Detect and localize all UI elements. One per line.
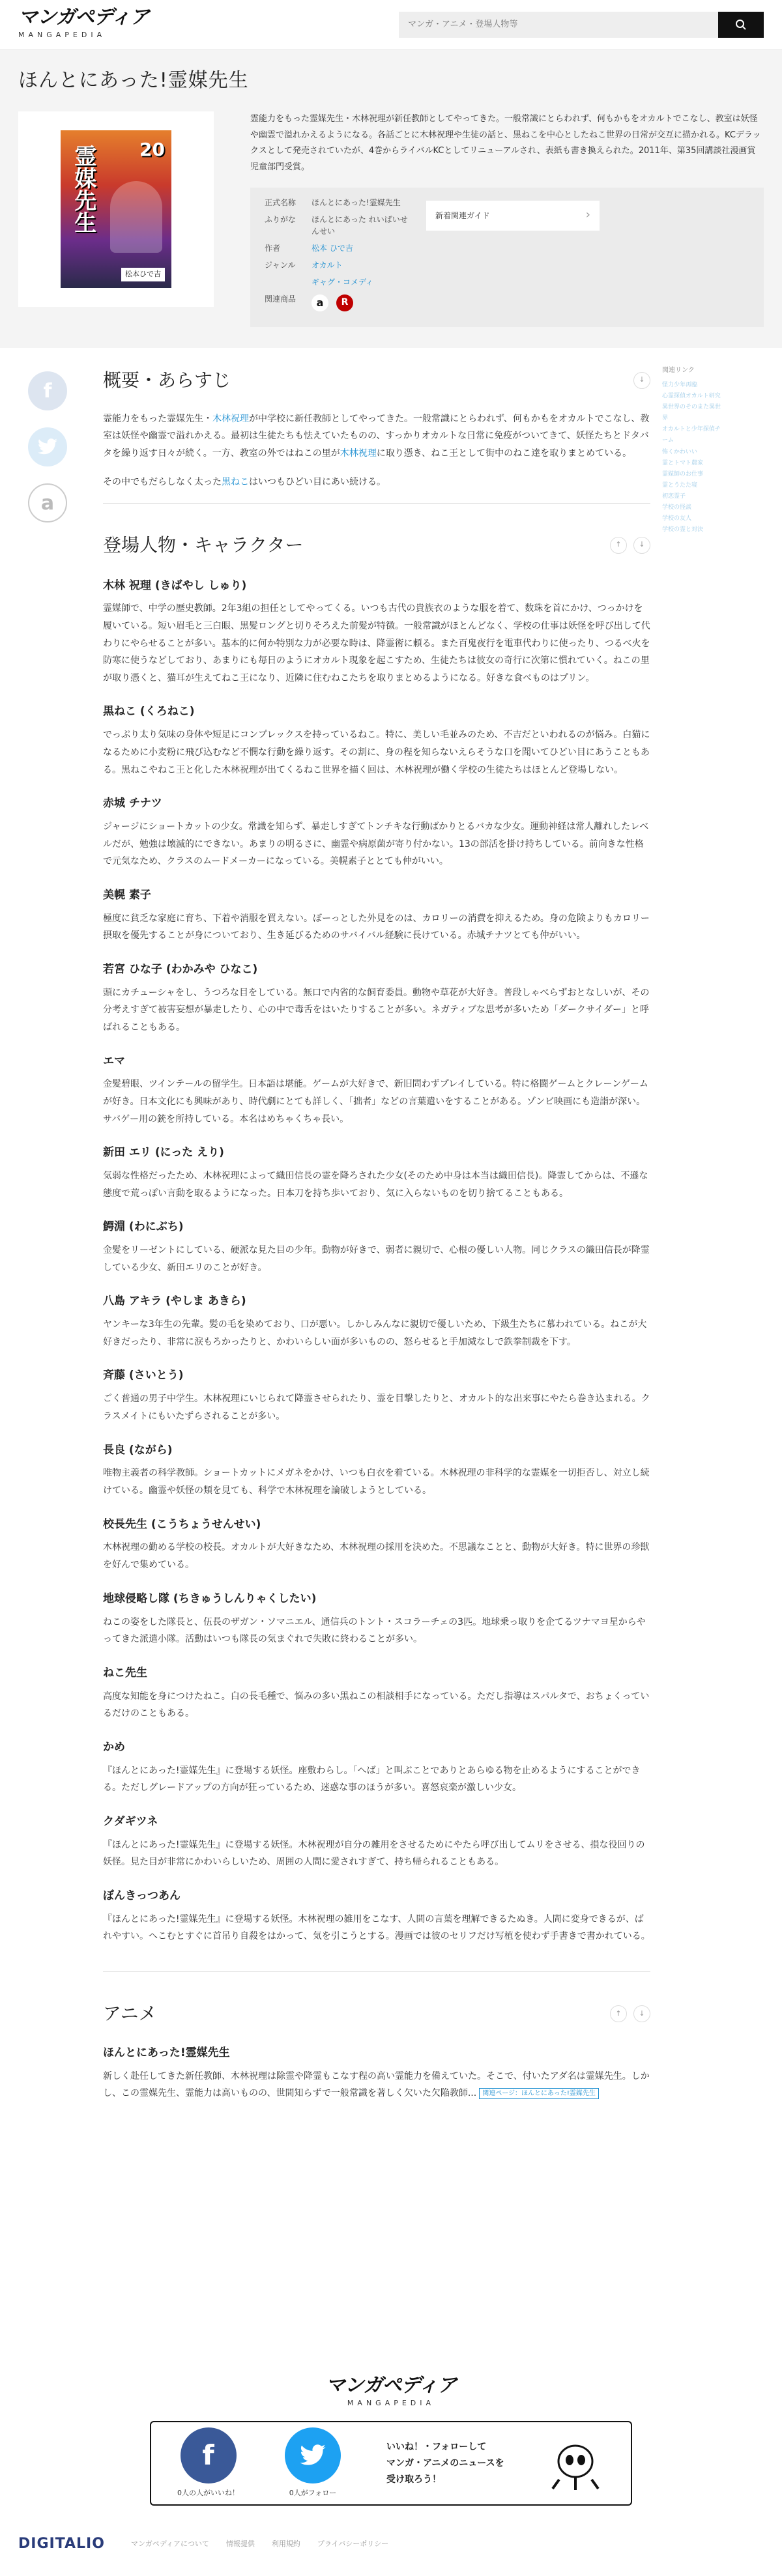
overview-section bbox=[103, 365, 650, 504]
info-row bbox=[265, 276, 408, 288]
character-name: クダギツネ bbox=[103, 1814, 158, 1828]
related-links-title: 関連リンク bbox=[662, 367, 695, 374]
amazon-icon[interactable]: a bbox=[311, 294, 328, 311]
twitter-follow bbox=[285, 2427, 341, 2500]
footer-logo[interactable] bbox=[325, 2373, 457, 2410]
footer-link-terms[interactable]: 利用規約 bbox=[271, 2539, 300, 2548]
info-key: ふりがな bbox=[265, 214, 297, 224]
section-title-characters: 登場人物・キャラクター bbox=[103, 534, 304, 556]
footer-link-about[interactable]: マンガペディアについて bbox=[130, 2539, 209, 2548]
cover-author: 松本ひで吉 bbox=[121, 268, 165, 281]
character-name: 鰐淵 (わにぶち) bbox=[103, 1220, 184, 1234]
scroll-up-button[interactable] bbox=[610, 2005, 627, 2022]
related-link[interactable]: 初恋霊子 bbox=[662, 493, 686, 500]
character-name: 若宮 ひな子 (わかみや ひなこ) bbox=[103, 962, 258, 976]
facebook-follow bbox=[177, 2427, 239, 2500]
character-link[interactable]: 黒ねこ bbox=[222, 477, 249, 488]
info-row bbox=[265, 259, 408, 271]
character-name: 赤城 チナツ bbox=[103, 797, 162, 810]
twitter-follow-button[interactable] bbox=[285, 2427, 341, 2483]
related-link[interactable]: 霊とトマト農家 bbox=[662, 459, 704, 466]
footer-link-privacy[interactable]: プライバシーポリシー bbox=[317, 2539, 389, 2548]
chevron-up-icon: ↑ bbox=[615, 540, 622, 549]
text: 新しく赴任してきた新任教師、木林祝理は除霊や降霊もこなす程の高い霊能力を備えていた。そこで、付いたアダ名は霊媒先生。しかし、この霊媒先生、霊能力は高いものの、世間知らずで一般常識を著しく欠いた欠陥教師... bbox=[103, 2070, 650, 2099]
character-name: 黒ねこ (くろねこ) bbox=[103, 705, 195, 719]
character-desc: ねこの姿をした隊長と、伍長のザガン・ソマニエル、通信兵のトント・スコラーチェの3匹。地球乗っ取りを企てるツナマヨ星からやってきた派遣小隊。活動はいつも隊長の気まぐれで失敗に終わることが多い。 bbox=[103, 1616, 646, 1645]
related-link[interactable]: 霊媒師のお仕事 bbox=[662, 470, 704, 478]
chevron-down-icon: ↓ bbox=[639, 375, 645, 384]
related-link[interactable]: オカルトと少年探偵チーム bbox=[662, 426, 721, 444]
character-desc: ごく普通の男子中学生。木林祝理にいじられて降霊させられたり、霊を目撃したりと、オカルト的な出来事にやたら巻き込まれる。クラスメイトにもいたずらされることが多い。 bbox=[103, 1394, 650, 1422]
character-entry bbox=[103, 1218, 650, 1276]
character-desc: 『ほんとにあった!霊媒先生』に登場する妖怪。座敷わらし。「へば」と叫ぶことでありとあらゆる物を止めるようにすることができる。ただしグレードアップの方向が狂っているため、迷惑な事のほうが多い。喜怒哀楽が激しい少女。 bbox=[103, 1765, 641, 1794]
footer-link-info[interactable]: 情報提供 bbox=[225, 2539, 255, 2548]
amazon-share-button[interactable] bbox=[28, 483, 67, 522]
character-desc: 『ほんとにあった!霊媒先生』に登場する妖怪。木林祝理の雑用をこなす、人間の言葉を理解できるたぬき。人間に変身できるが、ばれやすい。へこむとすぐに首吊り自殺をはかって、気を引こうとする。漫画では彼のセリフだけ写植を使わず手書きで書かれている。 bbox=[103, 1913, 650, 1942]
character-name: 斉藤 (さいとう) bbox=[103, 1369, 184, 1382]
character-desc: 気弱な性格だったため、木林祝理によって織田信長の霊を降ろされた少女(そのため中身は本当は織田信長)。降霊してからは、不遜な態度で荒っぽい言動を取るようになった。日本刀を持ち歩いており、気に入らないものを切り捨てることもある。 bbox=[103, 1171, 648, 1199]
amazon-icon: a bbox=[40, 491, 55, 515]
character-entry bbox=[103, 794, 650, 870]
anime-description bbox=[103, 2068, 650, 2102]
character-desc: 木林祝理の勤める学校の校長。オカルトが大好きなため、木林祝理の採用を決めた。不思議なことと、動物が大好き。特に世界の珍獣を好んで集めている。 bbox=[103, 1542, 650, 1571]
related-link[interactable]: 学校の怪談 bbox=[662, 504, 692, 511]
cover-volume: 20 bbox=[139, 139, 165, 160]
info-panel bbox=[250, 188, 764, 327]
cover-image-frame bbox=[18, 111, 214, 307]
anime-subtitle: ほんとにあった!霊媒先生 bbox=[103, 2046, 230, 2059]
text: が中学校に新任教師としてやってきた。一般常識にとらわれず、何もかもをオカルトでこなし、教室は妖怪や幽霊で溢れかえる。最初は生徒たちも怯えていたものの、すっかりオカルトな日常に免疫がついてきて、妖怪たちとドタバタを繰り返す日々が続く。一方、教室の外ではねこの里が bbox=[103, 413, 650, 459]
character-entry bbox=[103, 702, 650, 779]
bottom-bar bbox=[0, 2506, 782, 2575]
character-entry bbox=[103, 1812, 650, 1871]
search-input[interactable] bbox=[399, 12, 718, 38]
work-description: 霊能力をもった霊媒先生・木林祝理が新任教師としてやってきた。一般常識にとらわれず、何もかもをオカルトでこなし、教室は妖怪や幽霊で溢れかえるようになる。各話ごとに木林祝理や生徒の話と、黒ねこを中心としたねこ世界の日常が交互に描かれる。KCデラックスとして発売されていたが、4巻からライバルKCとしてリニューアルされ、表紙も書き換えられた。2011年、第35回講談社漫画賞児童部門受賞。 bbox=[250, 114, 761, 173]
related-link[interactable]: 心霊探偵オカルト研究 bbox=[662, 393, 721, 400]
characters-section bbox=[103, 530, 650, 1972]
text: 霊能力をもった霊媒先生・ bbox=[103, 413, 212, 424]
character-entry bbox=[103, 1590, 650, 1648]
info-row bbox=[265, 293, 408, 311]
scroll-up-button[interactable] bbox=[610, 537, 627, 554]
site-footer bbox=[0, 2128, 782, 2576]
character-desc: 霊媒師で、中学の歴史教師。2年3組の担任としてやってくる。いつも古代の貴族衣のような服を着て、数珠を首にかけ、つっかけを履いている。短い眉毛と三白眼、黒髪ロングと切りそろえた前髪が特徴。一般常識がほとんどなく、学校の仕事は妖怪を呼び出して代わりにやらせることが多い。基本的に何か特別な力が必要な時は、降霊術に頼る。また百鬼夜行を電車代わりに使ったり、つるべ火を防寒に使うなどしており、あまりにも毎日のようにオカルト現象を起こすため、生徒たちは彼女の奇行に次第に慣れていく。ねこの里が取り憑くと、猫耳が生えてねこ王になり、近隣に住むねこたちを取りまとめるようになる。好きな食べものはプリン。 bbox=[103, 603, 650, 683]
anime-section bbox=[103, 1998, 650, 2102]
twitter-share-button[interactable] bbox=[28, 427, 67, 466]
text: はいつもひどい目にあい続ける。 bbox=[249, 477, 386, 488]
related-products bbox=[311, 294, 353, 311]
info-value: ほんとにあった れいばいせんせい bbox=[311, 214, 408, 236]
follow-cta bbox=[386, 2439, 546, 2489]
character-entry bbox=[103, 1738, 650, 1797]
search-button[interactable] bbox=[718, 12, 764, 38]
character-name: ねこ先生 bbox=[103, 1666, 147, 1680]
character-name: 長良 (ながら) bbox=[103, 1443, 173, 1457]
character-desc: 高度な知能を身につけたねこ。白の長毛種で、悩みの多い黒ねこの相談相手になっている。ただし指導はスパルタで、おちょくっているだけのこともある。 bbox=[103, 1691, 650, 1719]
info-key: ジャンル bbox=[265, 260, 296, 270]
character-entry bbox=[103, 1515, 650, 1574]
facebook-icon: f bbox=[43, 379, 52, 403]
chevron-right-icon: › bbox=[585, 208, 590, 222]
character-link[interactable]: 木林祝理 bbox=[212, 413, 249, 424]
info-key bbox=[265, 276, 311, 288]
twitter-icon bbox=[38, 438, 57, 455]
character-desc: 極度に貧乏な家庭に育ち、下着や消服を買えない。ぼーっとした外見をのは、カロリーの消費を抑えるため。身の危険よりもカロリー摂取を優先することが身についており、生き延びるためのサバイバル経験に長けている。赤城チナツとても仲がいい。 bbox=[103, 913, 650, 941]
scroll-down-button[interactable] bbox=[633, 537, 650, 554]
article bbox=[77, 365, 650, 2128]
facebook-like-button[interactable] bbox=[181, 2427, 237, 2483]
character-entry bbox=[103, 960, 650, 1037]
share-column bbox=[18, 365, 77, 2128]
text: に取り憑き、ねこ王として街中のねこ達を取りまとめている。 bbox=[376, 448, 632, 459]
chevron-up-icon: ↑ bbox=[615, 2009, 622, 2018]
character-entry bbox=[103, 1366, 650, 1425]
cover-figure bbox=[110, 181, 162, 253]
divider bbox=[103, 503, 650, 504]
cover-image[interactable] bbox=[61, 130, 171, 288]
character-name: 新田 エリ (にった えり) bbox=[103, 1146, 224, 1160]
info-row bbox=[265, 214, 408, 237]
character-desc: でっぷり太り気味の身体や短足にコンプレックスを持っているねこ。特に、美しい毛並みのため、不吉だといわれるのが悩み。白猫になるために小麦粉に飛び込むなど不憫な行動を繰り返す。その割に、身の程を知らないえらそうな口を聞いてひどい目にあうこともある。黒ねこやねこ王と化した木林祝理が出てくるねこ世界を描く回は、木林祝理が働く学校の生徒たちはほとんど登場しない。 bbox=[103, 730, 650, 775]
info-key: 正式名称 bbox=[265, 197, 297, 207]
page-title: ほんとにあった!霊媒先生 bbox=[18, 69, 249, 92]
character-name: かめ bbox=[103, 1740, 125, 1754]
character-list bbox=[103, 577, 650, 1945]
cover-title: 霊媒先生 bbox=[70, 145, 96, 233]
character-link[interactable]: 木林祝理 bbox=[340, 448, 377, 459]
character-name: 校長先生 (こうちょうせんせい) bbox=[103, 1517, 261, 1531]
divider bbox=[103, 1971, 650, 1972]
twitter-icon bbox=[300, 2444, 326, 2467]
character-desc: 金髪碧眼、ツインテールの留学生。日本語は堪能。ゲームが大好きで、新旧問わずプレイしている。特に格闘ゲームとクレーンゲームが好き。日本文化にも興味があり、時代劇にとても詳しく、「拙者」などの言葉遣いをすることがある。ゾンビ映画にも造詣が深い。サバゲー用の銃を所持している。本名はめちゃくちゃ長い。 bbox=[103, 1079, 648, 1124]
cta-line: いいね！・フォローして bbox=[386, 2441, 487, 2452]
facebook-like-count: 0人の人がいいね！ bbox=[177, 2489, 239, 2498]
mascot-icon bbox=[546, 2434, 605, 2493]
cta-line: 受け取ろう！ bbox=[386, 2474, 441, 2485]
logo-sub: MANGAPEDIA bbox=[347, 2398, 435, 2407]
logo-main: マンガペディア bbox=[325, 2373, 457, 2397]
chevron-down-icon: ↓ bbox=[639, 540, 645, 549]
related-link[interactable]: 学校の友人 bbox=[662, 515, 692, 522]
info-value: ほんとにあった!霊媒先生 bbox=[311, 197, 401, 207]
search-icon bbox=[735, 19, 747, 31]
author-link[interactable]: 松本 ひで吉 bbox=[311, 243, 353, 253]
site-header bbox=[0, 0, 782, 50]
scroll-down-button[interactable] bbox=[633, 2005, 650, 2022]
related-page-link[interactable]: 関連ページ：ほんとにあった!霊媒先生 bbox=[479, 2088, 599, 2099]
character-name: エマ bbox=[103, 1054, 125, 1068]
character-name: 八島 アキラ (やしま あきら) bbox=[103, 1295, 246, 1308]
genre-link-comedy[interactable]: ギャグ・コメディ bbox=[311, 277, 374, 287]
character-name: 木林 祝理 (きばやし しゅり) bbox=[103, 579, 247, 592]
character-desc: ジャージにショートカットの少女。常識を知らず、暴走しすぎてトンチキな行動ばかりとるバカな少女。運動神経は常人離れしたレベルだが、勉強は壊滅的にできない。あまりの明るさに、幽霊や病原菌が寄り付かない。13の部活を掛け持ちしている。前向きな性格で元気なため、クラスのムードメーカーになっている。美幌素子ととても仲がいい。 bbox=[103, 821, 649, 867]
character-desc: ヤンキーな3年生の先輩。髪の毛を染めており、口が悪い。しかしみんなに親切で優しいため、下級生たちに慕われている。ねこが大好きだったり、非常に涙もろかったりと、かわいらしい面が多いものの、怒らせると手加減なしで鉄拳制裁を下す。 bbox=[103, 1319, 647, 1347]
new-guide-label: 新着関連ガイド bbox=[435, 210, 490, 220]
logo-sub: MANGAPEDIA bbox=[18, 30, 106, 39]
main-content bbox=[0, 348, 782, 2128]
related-links-sidebar bbox=[650, 365, 722, 2128]
rakuten-icon[interactable]: R bbox=[336, 294, 353, 311]
info-row bbox=[265, 197, 408, 208]
character-entry bbox=[103, 886, 650, 945]
overview-paragraph bbox=[103, 474, 650, 491]
facebook-icon: f bbox=[202, 2439, 214, 2472]
character-name: 美幌 素子 bbox=[103, 888, 151, 902]
facebook-share-button[interactable] bbox=[28, 371, 67, 410]
related-link[interactable]: 霊とうたた寝 bbox=[662, 481, 698, 489]
company-logo[interactable]: DIGITALIO bbox=[18, 2536, 105, 2553]
character-entry bbox=[103, 1292, 650, 1351]
related-products-label: 関連商品 bbox=[265, 294, 297, 304]
character-name: 地球侵略し隊 (ちきゅうしんりゃくしたい) bbox=[103, 1592, 317, 1605]
social-follow-box bbox=[150, 2421, 632, 2506]
logo-main: マンガペディア bbox=[18, 5, 149, 29]
info-key: 作者 bbox=[265, 243, 281, 253]
site-logo[interactable] bbox=[18, 5, 149, 42]
character-entry bbox=[103, 1143, 650, 1202]
text: その中でもだらしなく太った bbox=[103, 477, 222, 488]
search-bar bbox=[399, 12, 764, 38]
character-entry bbox=[103, 1052, 650, 1128]
scroll-down-button[interactable] bbox=[633, 372, 650, 389]
new-guide-link[interactable] bbox=[426, 201, 600, 231]
character-desc: 金髪をリーゼントにしている、硬派な見た目の少年。動物が好きで、弱者に親切で、心根の優しい人物。同じクラスの織田信長が降霊している少女、新田エリのことが好き。 bbox=[103, 1245, 650, 1273]
character-entry bbox=[103, 1441, 650, 1500]
overview-paragraph bbox=[103, 410, 650, 463]
character-desc: 『ほんとにあった!霊媒先生』に登場する妖怪。木林祝理が自分の雑用をさせるためにやたら呼び出してムリをさせる、損な役回りの妖怪。見た目が非常にかわいらしいため、周囲の人間に愛されすぎて、持ち帰られることもある。 bbox=[103, 1839, 645, 1868]
section-title-overview: 概要・あらすじ bbox=[103, 369, 231, 391]
character-entry bbox=[103, 577, 650, 687]
info-row bbox=[265, 242, 408, 254]
character-entry bbox=[103, 1664, 650, 1723]
related-link[interactable]: 怪力少年再臨 bbox=[662, 382, 698, 388]
cta-line: マンガ・アニメのニュースを bbox=[386, 2457, 504, 2469]
character-name: ぼんきっつあん bbox=[103, 1889, 181, 1902]
related-link[interactable]: 異世界のそのまた異世界 bbox=[662, 404, 721, 422]
genre-link-occult[interactable]: オカルト bbox=[311, 260, 343, 270]
related-link[interactable]: 怖くかわいい bbox=[662, 448, 698, 455]
character-desc: 頭にカチューシャをし、うつろな目をしている。無口で内省的な飼育委員。動物や草花が大好き。普段しゃべらずおとなしいが、その分考えすぎて被害妄想が暴走したり、心の中で毒舌をはいたりすることが多い。ネガティブな思考が多いため「ダークサイダー」と呼ばれることもある。 bbox=[103, 987, 650, 1033]
chevron-down-icon: ↓ bbox=[639, 2009, 645, 2018]
section-title-anime: アニメ bbox=[103, 2003, 157, 2025]
character-entry bbox=[103, 1887, 650, 1945]
hero-section bbox=[0, 50, 782, 348]
twitter-follow-count: 0人がフォロー bbox=[289, 2489, 337, 2498]
character-desc: 唯物主義者の科学教師。ショートカットにメガネをかけ、いつも白衣を着ている。木林祝理の非科学的な霊媒を一切拒否し、対立し続けている。幽霊や妖怪の類を見ても、科学で木林祝理を論破しようとしている。 bbox=[103, 1468, 650, 1496]
related-link[interactable]: 学校の霊と対決 bbox=[662, 526, 704, 534]
info-table bbox=[265, 197, 408, 318]
